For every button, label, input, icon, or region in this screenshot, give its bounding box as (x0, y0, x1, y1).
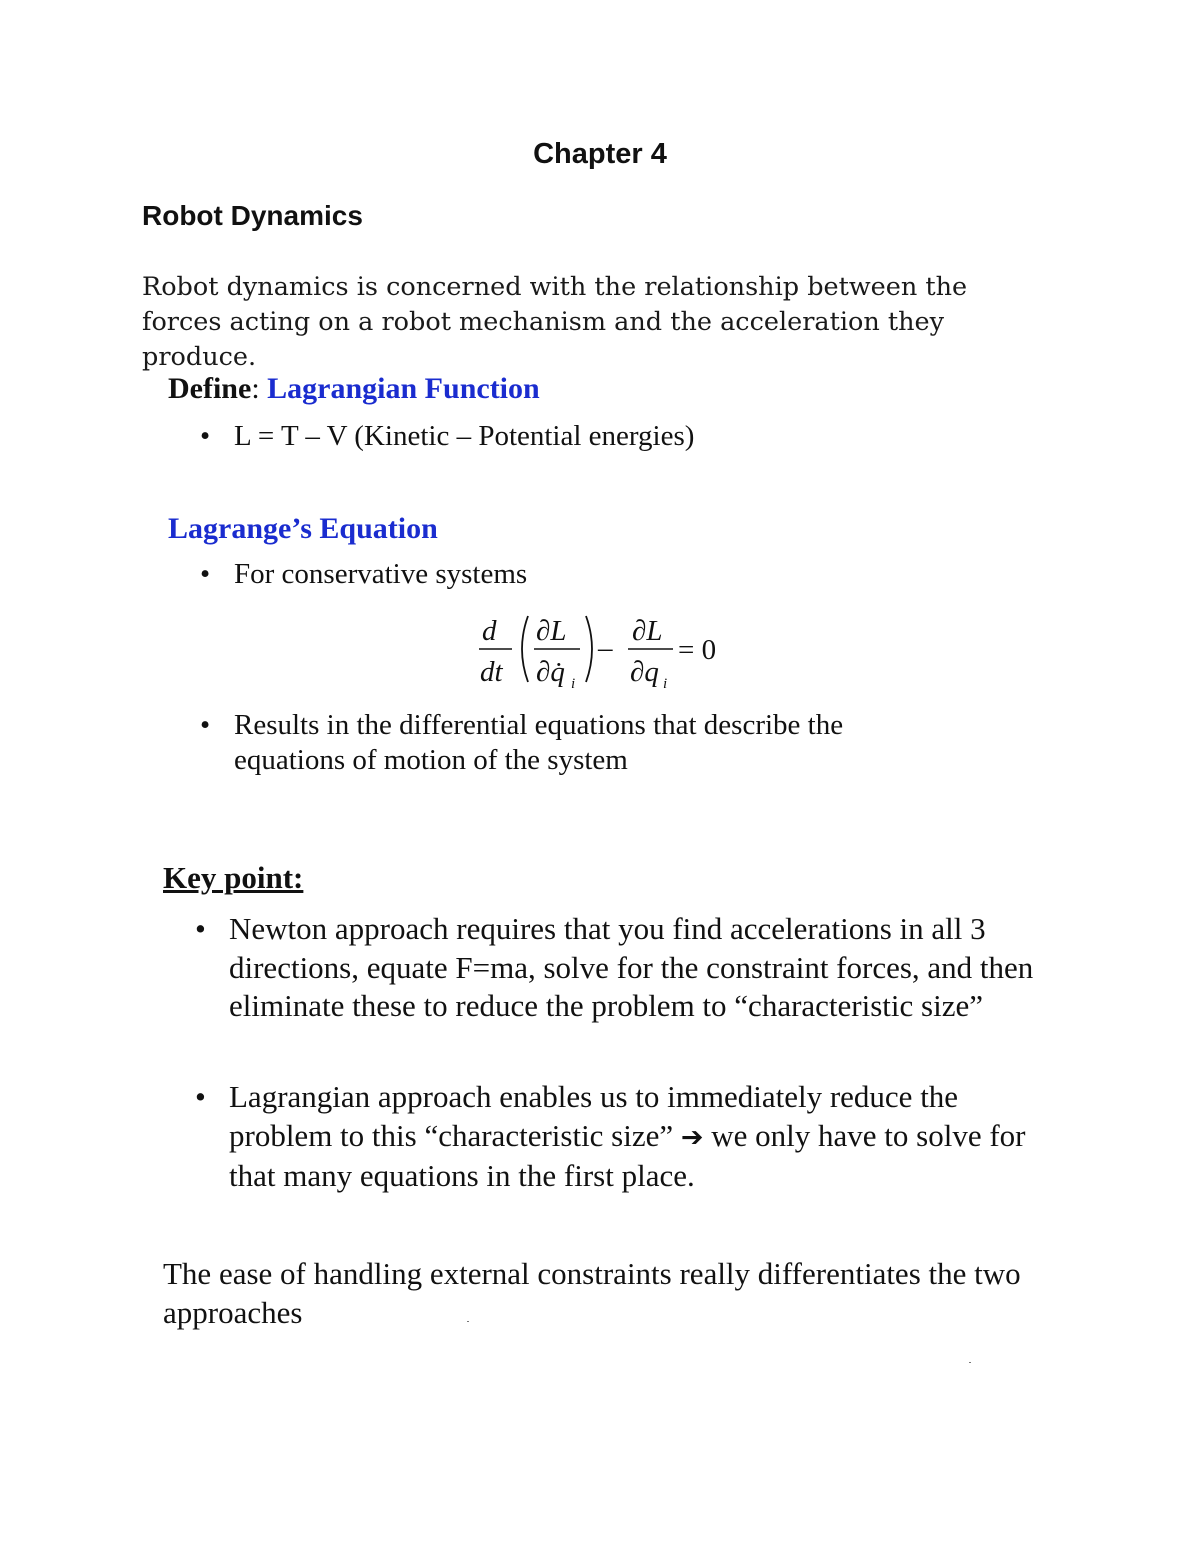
lagrangian-approach-bullet (195, 1078, 1045, 1196)
define-label: Define (168, 372, 252, 405)
lagrangian-approach-text (229, 1078, 1045, 1196)
equation-subscript-i: i (663, 676, 668, 692)
bullet-icon: • (200, 709, 211, 741)
intro-paragraph: Robot dynamics is concerned with the relationship between the forces acting on a robot mechanism and the acceleration they produce. (142, 272, 968, 372)
newton-approach-text: Newton approach requires that you find accelerations in all 3 directions, equate F=ma, solve for the constraint forces, and then eliminate these to reduce the problem to “characteristic size” (229, 911, 1034, 1023)
left-paren (522, 616, 528, 682)
equation-dt: dt (480, 656, 503, 688)
scan-speck (467, 1321, 469, 1322)
bullet-icon: • (200, 420, 211, 452)
lagrangian-approach-text-start: Lagrangian approach enables us to immediately reduce the problem to this “characteristic size” (229, 1079, 959, 1153)
define-heading (168, 372, 540, 406)
bullet-icon: • (200, 558, 211, 590)
equation-minus: – (598, 632, 613, 664)
equation-partial-l-2: ∂L (632, 615, 663, 647)
conservative-systems-text: For conservative systems (234, 558, 528, 590)
newton-approach-bullet (195, 910, 1045, 1026)
conservative-systems-bullet (200, 558, 527, 591)
section-title: Robot Dynamics (142, 200, 363, 231)
scan-speck (969, 1362, 971, 1363)
define-separator: : (251, 372, 268, 405)
bullet-icon: • (195, 1079, 206, 1114)
define-term: Lagrangian Function (267, 372, 540, 405)
differential-equations-bullet (200, 708, 960, 778)
equation-partial-qdot: ∂q̇ (536, 656, 565, 688)
right-paren (586, 616, 592, 682)
lagrange-equation (470, 608, 740, 698)
equation-partial-l-1: ∂L (536, 615, 567, 647)
equation-d-top: d (482, 615, 497, 647)
lagrangian-definition-text: L = T – V (Kinetic – Potential energies) (234, 420, 695, 452)
differential-equations-text: Results in the differential equations that describe the equations of motion of the system (234, 709, 844, 776)
closing-paragraph: The ease of handling external constraints really differentiates the two approaches (163, 1256, 1021, 1330)
key-point-heading: Key point: (163, 860, 304, 895)
lagrange-equation-heading: Lagrange’s Equation (168, 512, 438, 545)
equation-equals-zero: = 0 (678, 634, 717, 666)
chapter-title: Chapter 4 (533, 138, 667, 170)
lagrangian-approach-text-end: we only have to solve for that many equations in the first place. (229, 1117, 1026, 1193)
bullet-icon: • (195, 911, 206, 946)
right-arrow-icon: ➔ (680, 1121, 704, 1153)
equation-partial-q: ∂q (630, 656, 659, 688)
equation-subscript-i: i (571, 676, 576, 692)
lagrangian-definition-bullet (200, 420, 694, 453)
